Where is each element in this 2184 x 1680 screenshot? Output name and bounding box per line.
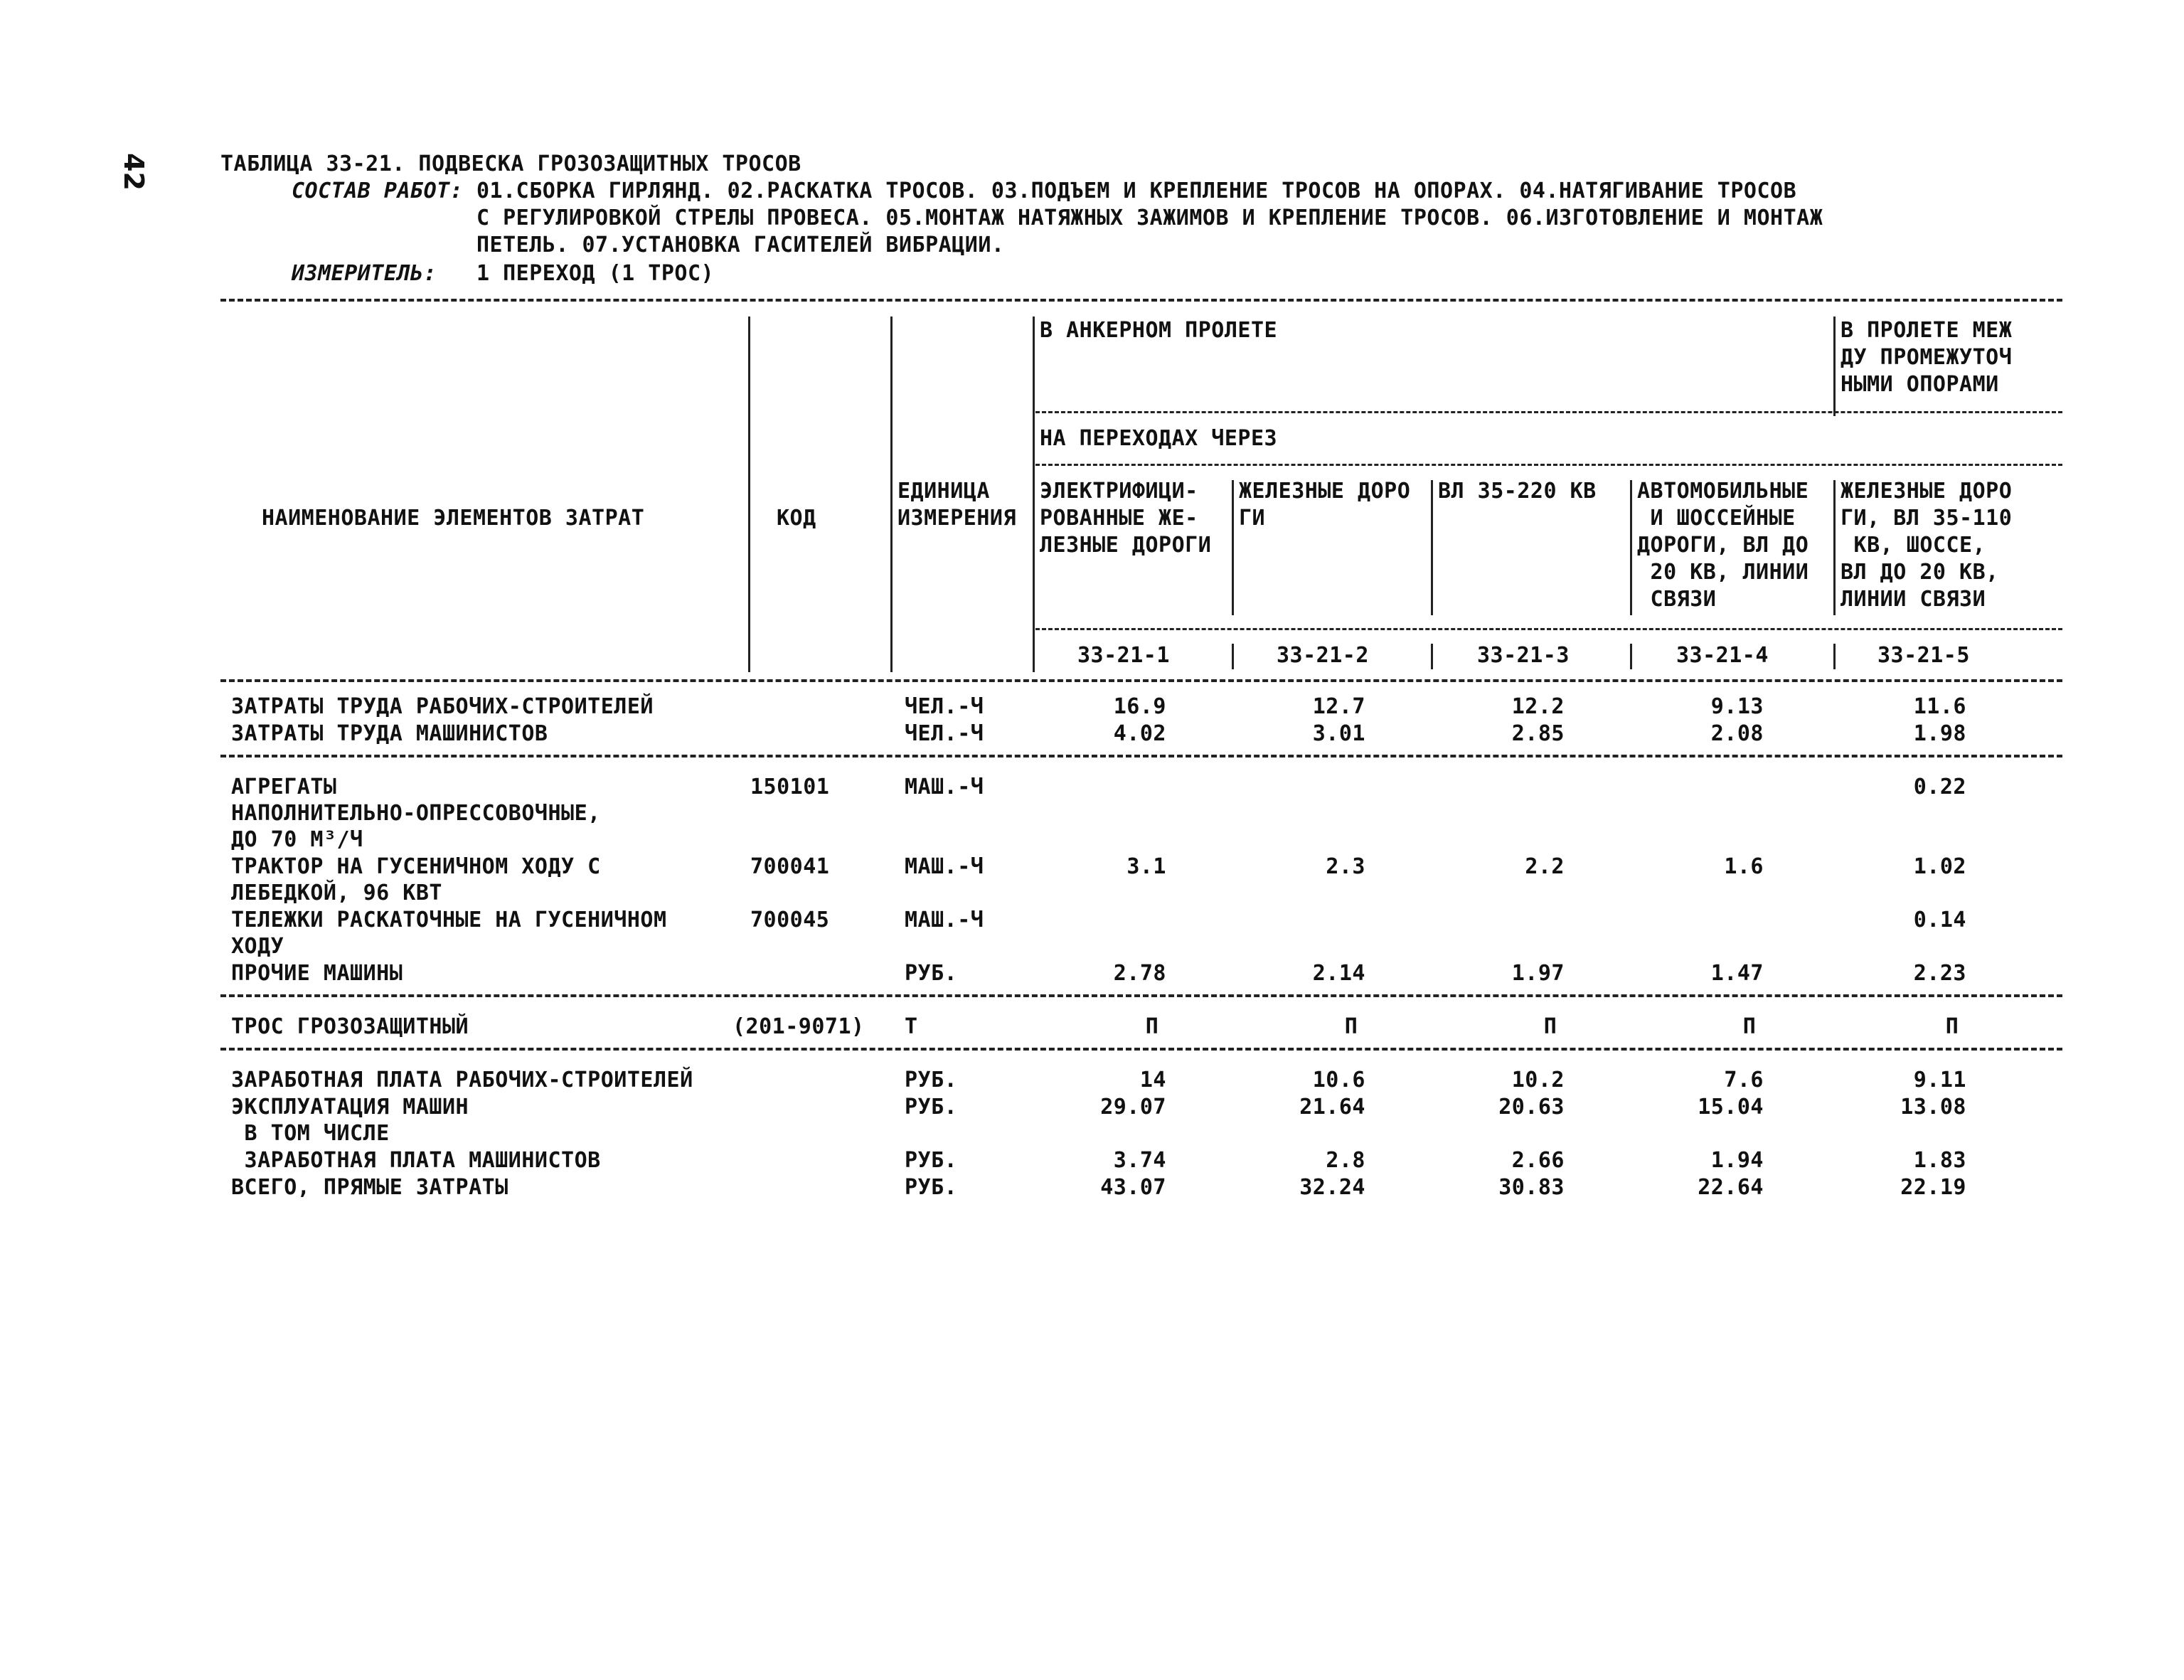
row-name: ЛЕБЕДКОЙ, 96 КВТ <box>231 881 442 905</box>
col-separator <box>1431 480 1433 615</box>
col-separator <box>890 317 893 672</box>
row-unit: МАШ.-Ч <box>905 908 984 932</box>
row-value: 9.13 <box>1710 694 1764 719</box>
subheader-text: ЛЕЗНЫЕ ДОРОГИ <box>1040 533 1212 558</box>
row-unit: РУБ. <box>905 1095 958 1120</box>
subheader-text: РОВАННЫЕ ЖЕ- <box>1040 506 1198 531</box>
measure-label: ИЗМЕРИТЕЛЬ: <box>292 261 437 286</box>
row-value: П <box>1543 1014 1557 1039</box>
row-value: 22.64 <box>1698 1175 1764 1200</box>
row-name: ДО 70 М³/Ч <box>231 827 363 852</box>
subheader-text: СВЯЗИ <box>1637 587 1717 612</box>
col-separator <box>1833 317 1836 416</box>
row-name: ХОДУ <box>231 934 284 959</box>
subheader-text: ЭЛЕКТРИФИЦИ- <box>1040 479 1198 504</box>
row-value: 2.3 <box>1326 854 1365 879</box>
subheader-text: 20 КВ, ЛИНИИ <box>1637 560 1809 585</box>
measure-value: 1 ПЕРЕХОД (1 ТРОС) <box>476 261 715 286</box>
subheader-text: ГИ, ВЛ 35-110 <box>1841 506 2013 531</box>
header-code: КОД <box>777 506 816 531</box>
row-value: 9.11 <box>1913 1068 1966 1092</box>
row-value: 2.08 <box>1710 721 1764 746</box>
row-value: 30.83 <box>1498 1175 1565 1200</box>
row-value: 32.24 <box>1299 1175 1365 1200</box>
header-crossings: НА ПЕРЕХОДАХ ЧЕРЕЗ <box>1040 426 1278 451</box>
row-name: ПРОЧИЕ МАШИНЫ <box>231 961 403 986</box>
row-value: 16.9 <box>1113 694 1166 719</box>
work-label: СОСТАВ РАБОТ: <box>292 179 464 203</box>
row-value: 1.83 <box>1913 1148 1966 1173</box>
row-value: 3.74 <box>1113 1148 1166 1173</box>
row-code: 700045 <box>750 908 830 932</box>
row-value: 20.63 <box>1498 1095 1565 1120</box>
divider <box>220 1048 2062 1051</box>
row-name: ВСЕГО, ПРЯМЫЕ ЗАТРАТЫ <box>231 1175 508 1200</box>
header-divider <box>1035 628 2062 630</box>
work-line-1: 01.СБОРКА ГИРЛЯНД. 02.РАСКАТКА ТРОСОВ. 03.ПОДЪЕМ И КРЕПЛЕНИЕ ТРОСОВ НА ОПОРАХ. 04.НАТЯГИВАНИЕ ТРОСОВ <box>476 179 1797 203</box>
row-value: 7.6 <box>1724 1068 1764 1092</box>
subheader-text: ЖЕЛЕЗНЫЕ ДОРО <box>1239 479 1411 504</box>
col-separator <box>1033 317 1035 672</box>
row-value: 0.14 <box>1913 908 1966 932</box>
row-name: ЗАТРАТЫ ТРУДА МАШИНИСТОВ <box>231 721 548 746</box>
row-unit: РУБ. <box>905 1175 958 1200</box>
row-code: 700041 <box>750 854 830 879</box>
row-value: 14 <box>1139 1068 1166 1092</box>
divider <box>220 299 2062 302</box>
column-code: 33-21-2 <box>1277 643 1369 668</box>
row-value: П <box>1145 1014 1159 1039</box>
header-between-3: НЫМИ ОПОРАМИ <box>1841 372 1999 397</box>
row-value: 1.02 <box>1913 854 1966 879</box>
row-unit: РУБ. <box>905 1068 958 1092</box>
header-unit-1: ЕДИНИЦА <box>897 479 990 504</box>
column-code: 33-21-1 <box>1077 643 1170 668</box>
work-line-2: С РЕГУЛИРОВКОЙ СТРЕЛЫ ПРОВЕСА. 05.МОНТАЖ НАТЯЖНЫХ ЗАЖИМОВ И КРЕПЛЕНИЕ ТРОСОВ. 06.ИЗГОТОВЛЕНИЕ И МОНТАЖ <box>476 206 1823 230</box>
column-code: 33-21-5 <box>1877 643 1970 668</box>
row-name: АГРЕГАТЫ <box>231 775 337 799</box>
row-code: (201-9071) <box>733 1014 865 1039</box>
col-separator <box>1232 644 1234 669</box>
subheader-text: ГИ <box>1239 506 1266 531</box>
col-separator <box>1630 644 1632 669</box>
row-value: 2.14 <box>1312 961 1365 986</box>
row-value: 10.6 <box>1312 1068 1365 1092</box>
divider <box>220 994 2062 997</box>
header-divider <box>1035 411 2062 413</box>
row-value: 3.1 <box>1126 854 1166 879</box>
row-unit: МАШ.-Ч <box>905 854 984 879</box>
row-value: 22.19 <box>1900 1175 1966 1200</box>
row-unit: Т <box>905 1014 918 1039</box>
row-unit: ЧЕЛ.-Ч <box>905 721 984 746</box>
row-value: 12.7 <box>1312 694 1365 719</box>
row-value: 29.07 <box>1100 1095 1166 1120</box>
row-value: 2.85 <box>1511 721 1565 746</box>
row-value: 2.2 <box>1525 854 1565 879</box>
row-name: ЗАРАБОТНАЯ ПЛАТА МАШИНИСТОВ <box>231 1148 601 1173</box>
column-code: 33-21-3 <box>1477 643 1570 668</box>
divider <box>220 679 2062 682</box>
work-line-3: ПЕТЕЛЬ. 07.УСТАНОВКА ГАСИТЕЛЕЙ ВИБРАЦИИ. <box>476 233 1005 257</box>
row-value: 2.78 <box>1113 961 1166 986</box>
col-separator <box>1833 480 1836 615</box>
row-unit: РУБ. <box>905 961 958 986</box>
row-value: 21.64 <box>1299 1095 1365 1120</box>
header-anchor-span: В АНКЕРНОМ ПРОЛЕТЕ <box>1040 318 1278 343</box>
row-value: 12.2 <box>1511 694 1565 719</box>
row-unit: МАШ.-Ч <box>905 775 984 799</box>
row-name: ТЕЛЕЖКИ РАСКАТОЧНЫЕ НА ГУСЕНИЧНОМ <box>231 908 667 932</box>
row-value: 1.6 <box>1724 854 1764 879</box>
row-value: П <box>1344 1014 1358 1039</box>
row-value: 2.8 <box>1326 1148 1365 1173</box>
row-value: 15.04 <box>1698 1095 1764 1120</box>
table-title: ТАБЛИЦА 33-21. ПОДВЕСКА ГРОЗОЗАЩИТНЫХ ТРОСОВ <box>220 151 801 176</box>
row-unit: ЧЕЛ.-Ч <box>905 694 984 719</box>
subheader-text: ЛИНИИ СВЯЗИ <box>1841 587 1986 612</box>
row-value: 3.01 <box>1312 721 1365 746</box>
row-value: 43.07 <box>1100 1175 1166 1200</box>
header-divider <box>1035 464 2062 466</box>
row-value: 11.6 <box>1913 694 1966 719</box>
row-name: ТРАКТОР НА ГУСЕНИЧНОМ ХОДУ С <box>231 854 601 879</box>
subheader-text: И ШОССЕЙНЫЕ <box>1637 506 1796 531</box>
header-between-1: В ПРОЛЕТЕ МЕЖ <box>1841 318 2013 343</box>
row-value: 0.22 <box>1913 775 1966 799</box>
row-value: 1.47 <box>1710 961 1764 986</box>
column-code: 33-21-4 <box>1676 643 1769 668</box>
row-value: 1.98 <box>1913 721 1966 746</box>
row-value: 1.97 <box>1511 961 1565 986</box>
row-unit: РУБ. <box>905 1148 958 1173</box>
header-between-2: ДУ ПРОМЕЖУТОЧ <box>1841 345 2013 370</box>
row-name: В ТОМ ЧИСЛЕ <box>231 1121 390 1146</box>
header-unit-2: ИЗМЕРЕНИЯ <box>897 506 1017 531</box>
subheader-text: ЖЕЛЕЗНЫЕ ДОРО <box>1841 479 2013 504</box>
header-name: НАИМЕНОВАНИЕ ЭЛЕМЕНТОВ ЗАТРАТ <box>262 506 645 531</box>
row-name: НАПОЛНИТЕЛЬНО-ОПРЕССОВОЧНЫЕ, <box>231 801 601 826</box>
row-value: 2.66 <box>1511 1148 1565 1173</box>
col-separator <box>1630 480 1632 615</box>
subheader-text: КВ, ШОССЕ, <box>1841 533 1986 558</box>
row-name: ТРОС ГРОЗОЗАЩИТНЫЙ <box>231 1014 469 1039</box>
row-value: 10.2 <box>1511 1068 1565 1092</box>
subheader-text: АВТОМОБИЛЬНЫЕ <box>1637 479 1809 504</box>
col-separator <box>1431 644 1433 669</box>
divider <box>220 755 2062 757</box>
col-separator <box>1232 480 1234 615</box>
row-value: 13.08 <box>1900 1095 1966 1120</box>
row-value: 4.02 <box>1113 721 1166 746</box>
row-value: П <box>1742 1014 1757 1039</box>
row-code: 150101 <box>750 775 830 799</box>
row-name: ЗАТРАТЫ ТРУДА РАБОЧИХ-СТРОИТЕЛЕЙ <box>231 694 654 719</box>
subheader-text: ВЛ 35-220 КВ <box>1438 479 1597 504</box>
row-name: ЗАРАБОТНАЯ ПЛАТА РАБОЧИХ-СТРОИТЕЛЕЙ <box>231 1068 693 1092</box>
row-value: 2.23 <box>1913 961 1966 986</box>
page-number: 42 <box>118 153 149 191</box>
subheader-text: ВЛ ДО 20 КВ, <box>1841 560 1999 585</box>
subheader-text: ДОРОГИ, ВЛ ДО <box>1637 533 1809 558</box>
col-separator <box>1833 644 1836 669</box>
row-name: ЭКСПЛУАТАЦИЯ МАШИН <box>231 1095 469 1120</box>
row-value: 1.94 <box>1710 1148 1764 1173</box>
row-value: П <box>1945 1014 1959 1039</box>
col-separator <box>748 317 750 672</box>
